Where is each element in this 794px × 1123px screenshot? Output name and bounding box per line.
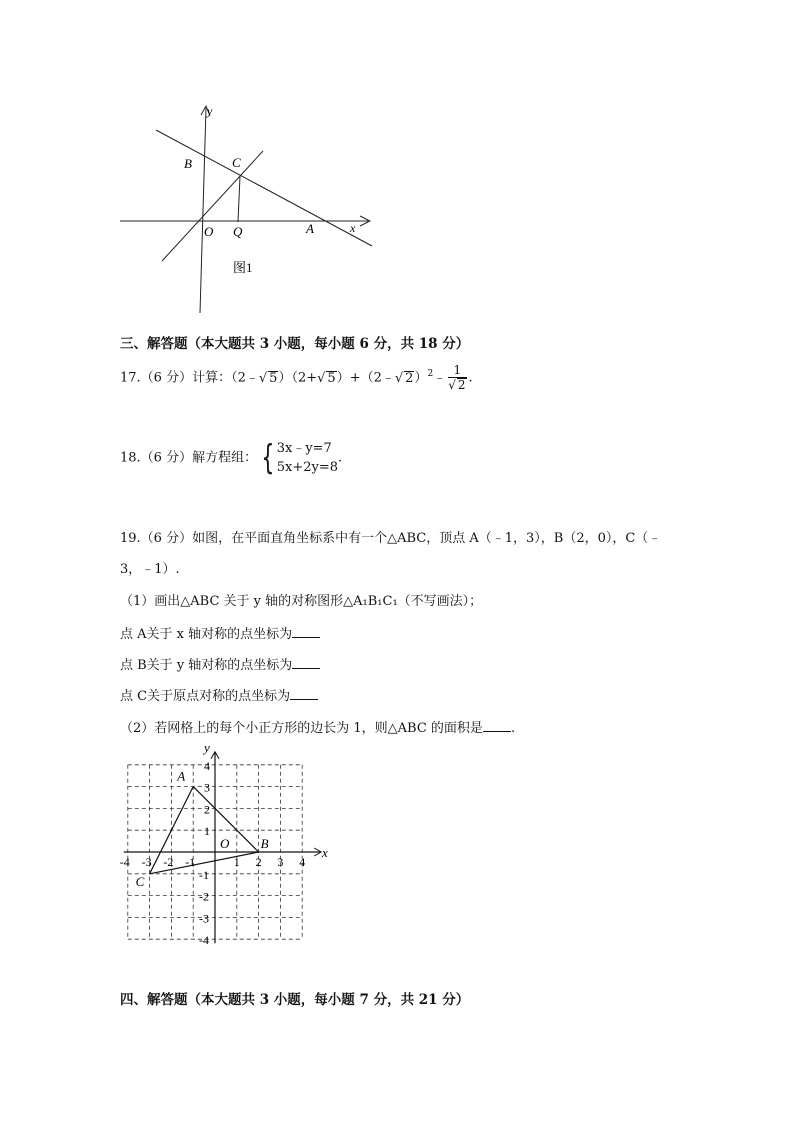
q18-eq1: 3x﹣y=7 (276, 441, 332, 456)
grid-x-tick: -4 (119, 855, 130, 869)
q17-minus: ﹣ (433, 370, 447, 386)
grid-x-tick: 2 (255, 855, 262, 869)
q17-mid3: ） (414, 370, 428, 386)
q17-mid2: ）+（2﹣ (336, 370, 395, 386)
grid-y-tick: -3 (199, 911, 209, 926)
q19-point-a: 点 A关于 x 轴对称的点坐标为 (120, 625, 320, 643)
q18-eq2: 5x+2y=8 (276, 460, 338, 475)
grid-x-tick: 3 (277, 855, 284, 869)
grid-x-tick: -1 (185, 855, 196, 869)
fig1-y-axis (200, 108, 206, 313)
grid-y-tick: 4 (204, 758, 210, 773)
q17-end: . (468, 370, 473, 386)
q17-prefix: 17.（6 分）计算：（2﹣ (120, 370, 259, 386)
grid-y-tick: 2 (204, 802, 210, 817)
fig1-line-ab (156, 130, 372, 246)
question-17 (120, 364, 473, 392)
q17-exponent: 2 (427, 369, 434, 380)
grid-x-tick: -3 (141, 855, 152, 869)
section-4-heading: 四、解答题（本大题共 3 小题，每小题 7 分，共 21 分） (120, 992, 470, 1008)
q19-sub1: （1）画出△ABC 关于 y 轴的对称图形△A₁B₁C₁（不写画法）； (120, 594, 483, 609)
fig1-label-x: x (350, 221, 356, 235)
q19-blank-area[interactable] (483, 719, 511, 732)
q17-sqrt2: √ 2 (394, 370, 414, 386)
triangle-vertex-a: A (177, 768, 186, 784)
q17-fraction: $\frac{1}{√ 2}$ (448, 363, 466, 392)
q19-blank-a[interactable] (292, 625, 320, 638)
fig1-label-y: y (207, 104, 213, 118)
q19-line1: 19.（6 分）如图，在平面直角坐标系中有一个△ABC，顶点 A（﹣1，3），B（2，0），C（﹣ (120, 531, 662, 546)
coordinate-grid (114, 738, 344, 948)
grid-y-tick: -2 (199, 889, 209, 904)
fig1-label-a: A (306, 221, 314, 236)
grid-x-tick: 1 (233, 855, 240, 869)
fig1-line-oc (162, 151, 263, 261)
q18-system (277, 439, 338, 477)
q17-mid1: ）（2+ (278, 370, 318, 386)
grid-y-tick: 3 (204, 780, 210, 795)
fig1-caption: 图1 (233, 260, 253, 275)
grid-x-tick: -2 (163, 855, 174, 869)
q19-blank-c[interactable] (290, 687, 318, 700)
grid-y-label: y (204, 740, 210, 755)
grid-origin-label: O (220, 836, 230, 851)
fig1-label-c: C (232, 155, 241, 170)
grid-y-tick: -4 (199, 933, 209, 948)
q19-blank-b[interactable] (292, 656, 320, 669)
section-3-heading: 三、解答题（本大题共 3 小题，每小题 6 分，共 18 分） (120, 336, 470, 352)
grid-x-label: x (322, 845, 328, 860)
q19-point-b: 点 B关于 y 轴对称的点坐标为 (120, 656, 320, 674)
question-18 (120, 439, 342, 478)
fig1-label-o: O (204, 224, 214, 239)
triangle-vertex-b: B (260, 836, 269, 851)
q19-point-c: 点 C关于原点对称的点坐标为 (120, 687, 318, 705)
fig1-label-b: B (184, 156, 192, 171)
triangle-vertex-c: C (135, 873, 145, 889)
grid-x-tick: 4 (299, 855, 306, 869)
fig1-label-q: Q (233, 224, 243, 239)
q18-prefix: 18.（6 分）解方程组： (120, 450, 258, 466)
q17-sqrt5-b: √ 5 (317, 370, 336, 386)
q19-line2: 3，﹣1）. (120, 562, 180, 577)
fig1-segment-cq (238, 176, 240, 222)
figure-1 (110, 98, 380, 318)
q17-sqrt5-a: √ 5 (258, 370, 278, 386)
grid-y-tick: -1 (199, 867, 209, 882)
grid-y-tick: 1 (204, 824, 210, 839)
q18-end: . (338, 450, 343, 466)
q18-brace: { (261, 438, 275, 478)
q19-sub2: （2）若网格上的每个小正方形的边长为 1，则△ABC 的面积是 . (120, 721, 516, 736)
